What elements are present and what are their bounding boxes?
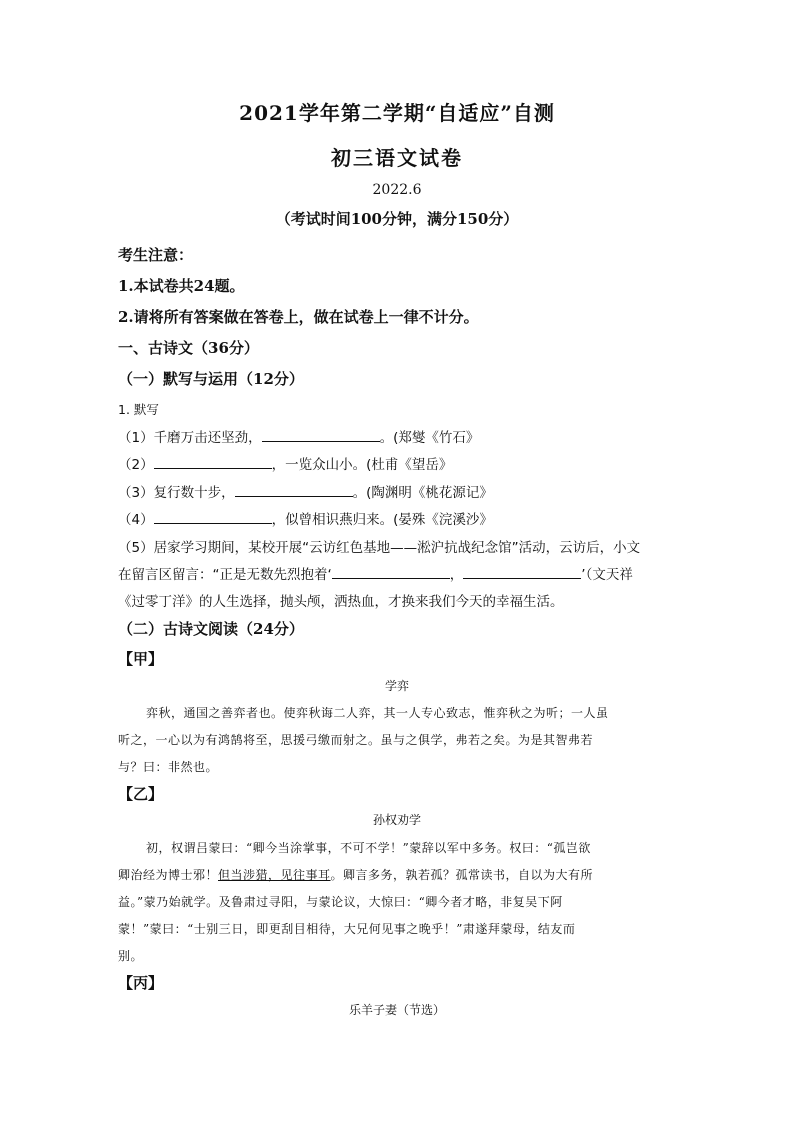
fill-line-4-text-a: （4）: [118, 512, 154, 528]
passage-yi-line-1: 初，权谓吕蒙曰：“卿今当涂掌事，不可不学！”蒙辞以军中多务。权曰：“孤岂欲: [146, 841, 591, 855]
passage-jia-line-3: 与？曰：非然也。: [118, 760, 219, 774]
passage-bing-title: 乐羊子妻（节选）: [348, 1003, 445, 1017]
passage-yi-line-2: [118, 866, 593, 883]
fill-line-2-text-a: （2）: [118, 457, 154, 473]
notice-heading: 考生注意：: [118, 246, 194, 264]
part-heading-1: （一）默写与运用（12分）: [118, 370, 304, 388]
fill-line-5-end: 《过零丁洋》的人生选择，抛头颅，洒热血，才换来我们今天的幸福生活。: [118, 594, 564, 610]
passage-jia-line-1: 弈秋，通国之善弈者也。使弈秋诲二人弈，其一人专心致志，惟弈秋之为听；一人虽: [146, 706, 609, 720]
answer-blank-2: [154, 454, 272, 469]
fill-line-5: （5）居家学习期间，某校开展“云访红色基地——淞沪抗战纪念馆”活动，云访后，小文: [118, 540, 641, 556]
passage-yi-line-2-c: 。卿言多务，孰若孤？孤常读书，自以为大有所: [330, 868, 594, 882]
fill-line-1-text-b: 。(郑燮《竹石》: [379, 430, 480, 446]
passage-jia-line-2: 听之，一心以为有鸿鹄将至，思援弓缴而射之。虽与之俱学，弗若之矣。为是其智弗若: [118, 733, 594, 747]
notice-item-2: 2.请将所有答案做在答卷上，做在试卷上一律不计分。: [118, 308, 479, 326]
passage-yi-line-4: 蒙！”蒙曰：“士别三日，即更刮目相待，大兄何见事之晚乎！”肃遂拜蒙母，结友而: [118, 922, 576, 936]
fill-line-5-text-b: 在留言区留言：“正是无数先烈抱着‘: [118, 567, 332, 583]
exam-date: 2022.6: [372, 182, 422, 198]
fill-line-1: [118, 426, 479, 446]
underlined-sentence: 但当涉猎，见往事耳: [218, 868, 331, 882]
answer-blank-5a: [332, 564, 450, 579]
fill-line-5-cont: [118, 563, 633, 583]
passage-bing-label: 【丙】: [118, 974, 164, 992]
section-heading-1: 一、古诗文（36分）: [118, 339, 259, 357]
fill-line-3: [118, 481, 493, 501]
exam-info: （考试时间100分钟，满分150分）: [275, 210, 519, 228]
passage-jia-title: 学弈: [384, 679, 409, 693]
exam-subtitle: 初三语文试卷: [331, 146, 463, 170]
passage-jia-label: 【甲】: [118, 650, 164, 668]
passage-yi-line-3: 益。”蒙乃始就学。及鲁肃过寻阳，与蒙论议，大惊曰：“卿今者才略，非复吴下阿: [118, 895, 563, 909]
fill-line-2: [118, 453, 452, 473]
fill-line-2-text-b: ，一览众山小。(杜甫《望岳》: [271, 457, 453, 473]
fill-line-1-text-a: （1）千磨万击还坚劲，: [118, 430, 262, 446]
fill-line-4-text-b: ，似曾相识燕归来。(晏殊《浣溪沙》: [271, 512, 493, 528]
question-1-label: 1. 默写: [118, 402, 159, 417]
notice-item-1: 1.本试卷共24题。: [118, 277, 245, 295]
answer-blank-5b: [463, 564, 581, 579]
fill-line-5-text-d: ’（文天祥: [581, 567, 633, 583]
fill-line-3-text-b: 。(陶渊明《桃花源记》: [352, 485, 493, 501]
passage-yi-title: 孙权劝学: [372, 813, 421, 827]
exam-title: 2021学年第二学期“自适应”自测: [239, 101, 555, 125]
answer-blank-3: [235, 482, 353, 497]
fill-line-3-text-a: （3）复行数十步，: [118, 485, 235, 501]
part-heading-2: （二）古诗文阅读（24分）: [118, 620, 304, 638]
fill-line-4: [118, 508, 493, 528]
fill-line-5-text-c: ，: [449, 567, 464, 583]
passage-yi-label: 【乙】: [118, 785, 164, 803]
answer-blank-1: [262, 427, 380, 442]
passage-yi-line-5: 别。: [118, 949, 144, 963]
answer-blank-4: [154, 509, 272, 524]
passage-yi-line-2-a: 卿治经为博士邪！: [118, 868, 219, 882]
